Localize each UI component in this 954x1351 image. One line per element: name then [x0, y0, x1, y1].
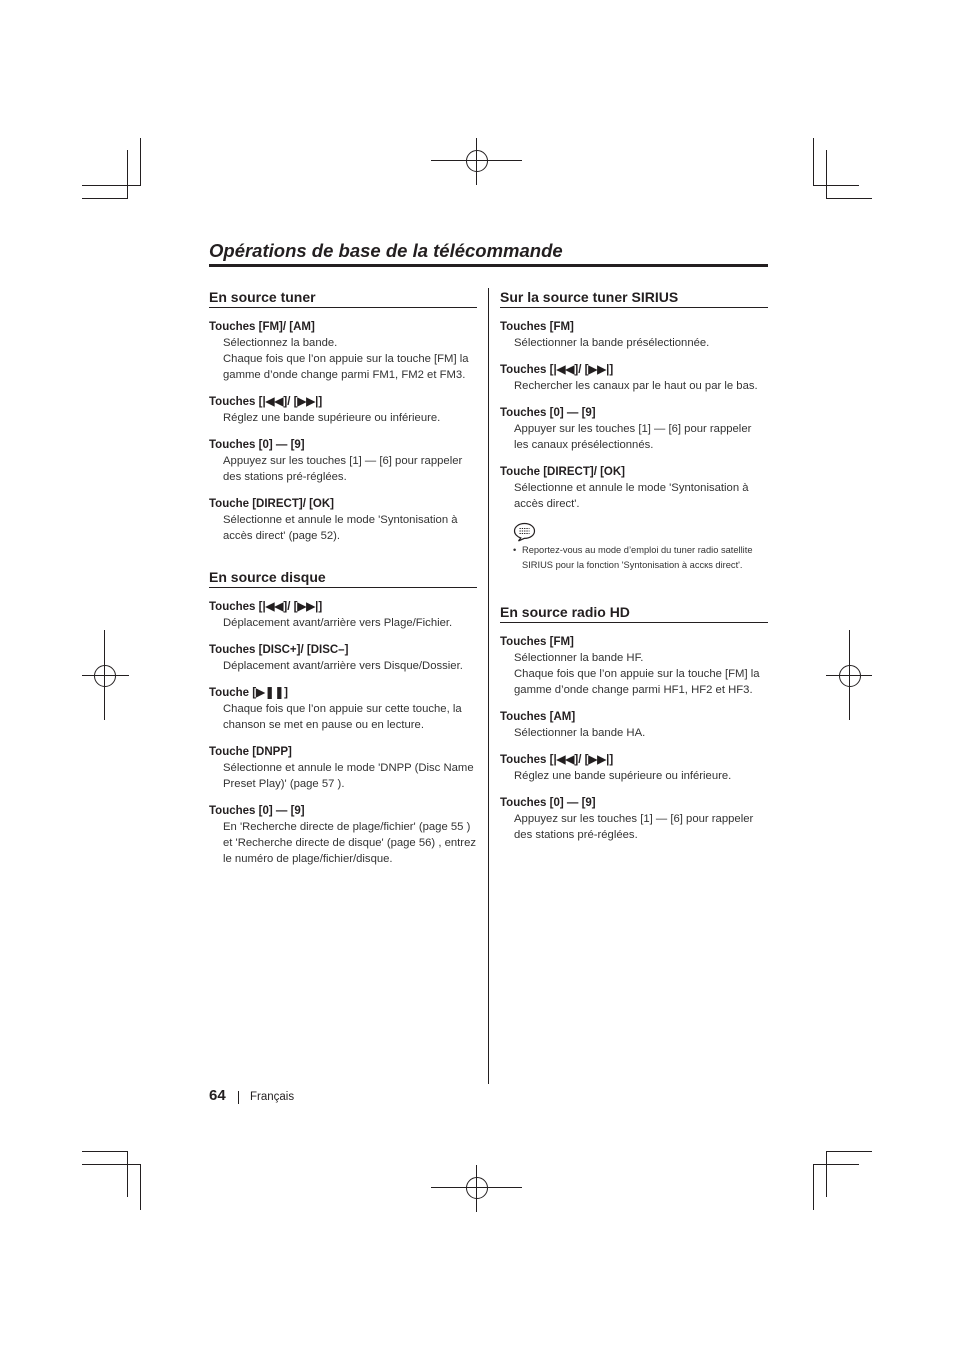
description-line: Sélectionne et annule le mode 'DNPP (Disc Name Preset Play)' (page 57 ). [223, 762, 474, 790]
crop-mark-line [826, 1151, 827, 1197]
item-title: Touches [FM] [500, 321, 574, 333]
crop-mark-line [82, 185, 141, 186]
description-line: Sélectionnez la bande. [223, 337, 338, 349]
item-title: Touche [DIRECT]/ [OK] [209, 498, 334, 510]
description-line: Chaque fois que l’on appuie sur la touche [FM] la gamme d’onde change parmi FM1, FM2 et FM3. [223, 353, 469, 381]
item-title: Touche [DIRECT]/ [OK] [500, 466, 625, 478]
item-title: Touches [FM]/ [AM] [209, 321, 315, 333]
item-description [500, 768, 768, 784]
item-description [209, 512, 477, 544]
note-icon [513, 522, 536, 542]
item-title: Touches [0] — [9] [500, 797, 596, 809]
description-line: Appuyez sur les touches [1] — [6] pour rappeler des stations pré-réglées. [223, 455, 463, 483]
crop-mark-line [813, 138, 814, 186]
description-line: Sélectionner la bande HF. [514, 652, 644, 664]
crop-mark-line [127, 150, 128, 198]
crop-mark-line [813, 1164, 859, 1165]
title-rule [209, 264, 768, 267]
crop-mark-line [82, 1164, 141, 1165]
page-number-separator [238, 1091, 239, 1104]
crop-mark-line [127, 1151, 128, 1197]
list-item [500, 362, 768, 394]
item-title: Touches [0] — [9] [209, 439, 305, 451]
item-description [500, 421, 768, 453]
section-title: Sur la source tuner SIRIUS [500, 287, 768, 308]
crop-mark-line [82, 1151, 128, 1152]
item-description [209, 615, 477, 631]
section-title: En source tuner [209, 287, 477, 308]
crop-mark-line [813, 185, 859, 186]
crop-mark-line [140, 138, 141, 186]
description-line: En 'Recherche directe de plage/fichier' (page 55 ) et 'Recherche directe de disque' (page 56) , entrez le numéro de plage/fichier/disque. [223, 821, 476, 865]
list-item [209, 599, 477, 631]
item-title: Touche [DNPP] [209, 746, 292, 758]
registration-target-icon [466, 150, 488, 172]
item-description [209, 658, 477, 674]
item-title: Touches [0] — [9] [209, 805, 305, 817]
section-title: En source disque [209, 567, 477, 588]
crop-mark-line [82, 198, 128, 199]
section-tuner [209, 287, 477, 544]
list-item [209, 496, 477, 544]
item-description [500, 725, 768, 741]
description-line: Appuyez sur les touches [1] — [6] pour rappeler des stations pré-réglées. [514, 813, 754, 841]
item-description [209, 453, 477, 485]
page-number: 64 [209, 1087, 226, 1104]
description-line: Sélectionne et annule le mode 'Syntonisation à accès direct' (page 52). [223, 514, 458, 542]
section-disc [209, 567, 477, 867]
item-description [209, 410, 477, 426]
item-description [209, 819, 477, 867]
list-item [500, 319, 768, 351]
description-line: Réglez une bande supérieure ou inférieure. [223, 412, 441, 424]
list-item [500, 709, 768, 741]
page-title: Opérations de base de la télécommande [209, 240, 563, 261]
list-item [209, 437, 477, 485]
list-item [209, 394, 477, 426]
description-line: Chaque fois que l’on appuie sur cette touche, la chanson se met en pause ou en lecture. [223, 703, 462, 731]
description-line: Appuyer sur les touches [1] — [6] pour rappeler les canaux présélectionnés. [514, 423, 752, 451]
note-text: • Reportez-vous au mode d’emploi du tuner radio satellite SIRIUS pour la fonction 'Syntonisation à accкs direct'. [500, 543, 768, 572]
section-title: En source radio HD [500, 602, 768, 623]
item-description [500, 480, 768, 512]
list-item [209, 642, 477, 674]
registration-target-icon [94, 665, 116, 687]
description-line: Sélectionne et annule le mode 'Syntonisation à accès direct'. [514, 482, 749, 510]
description-line: Déplacement avant/arrière vers Disque/Dossier. [223, 660, 463, 672]
list-item [209, 803, 477, 867]
crop-mark-line [826, 1151, 872, 1152]
item-title: Touches [|◀◀]/ [▶▶|] [500, 364, 614, 376]
list-item [500, 795, 768, 843]
list-item [500, 464, 768, 512]
item-description [500, 378, 768, 394]
list-item [500, 752, 768, 784]
list-item [500, 405, 768, 453]
crop-mark-line [826, 150, 827, 198]
registration-target-icon [466, 1177, 488, 1199]
item-title: Touches [FM] [500, 636, 574, 648]
item-description [209, 760, 477, 792]
crop-mark-line [826, 198, 872, 199]
item-title: Touches [|◀◀]/ [▶▶|] [209, 396, 323, 408]
description-line: Rechercher les canaux par le haut ou par le bas. [514, 380, 758, 392]
section-sirius [500, 287, 768, 572]
column-divider [488, 288, 489, 1084]
item-title: Touche [▶❚❚] [209, 687, 289, 699]
section-hd-radio [500, 602, 768, 843]
list-item [209, 319, 477, 383]
list-item [500, 634, 768, 698]
item-title: Touches [|◀◀]/ [▶▶|] [209, 601, 323, 613]
item-description [500, 811, 768, 843]
page-language: Français [250, 1091, 295, 1103]
description-line: Sélectionner la bande présélectionnée. [514, 337, 710, 349]
item-description [209, 335, 477, 383]
item-title: Touches [DISC+]/ [DISC–] [209, 644, 349, 656]
description-line: Déplacement avant/arrière vers Plage/Fichier. [223, 617, 453, 629]
item-description [209, 701, 477, 733]
list-item [209, 685, 477, 733]
description-line: Sélectionner la bande HA. [514, 727, 646, 739]
description-line: Chaque fois que l’on appuie sur la touche [FM] la gamme d’onde change parmi HF1, HF2 et HF3. [514, 668, 760, 696]
registration-target-icon [839, 665, 861, 687]
item-title: Touches [AM] [500, 711, 576, 723]
crop-mark-line [140, 1164, 141, 1210]
item-title: Touches [|◀◀]/ [▶▶|] [500, 754, 614, 766]
description-line: Réglez une bande supérieure ou inférieure. [514, 770, 732, 782]
crop-mark-line [813, 1164, 814, 1210]
list-item [209, 744, 477, 792]
item-description [500, 335, 768, 351]
item-title: Touches [0] — [9] [500, 407, 596, 419]
item-description [500, 650, 768, 698]
